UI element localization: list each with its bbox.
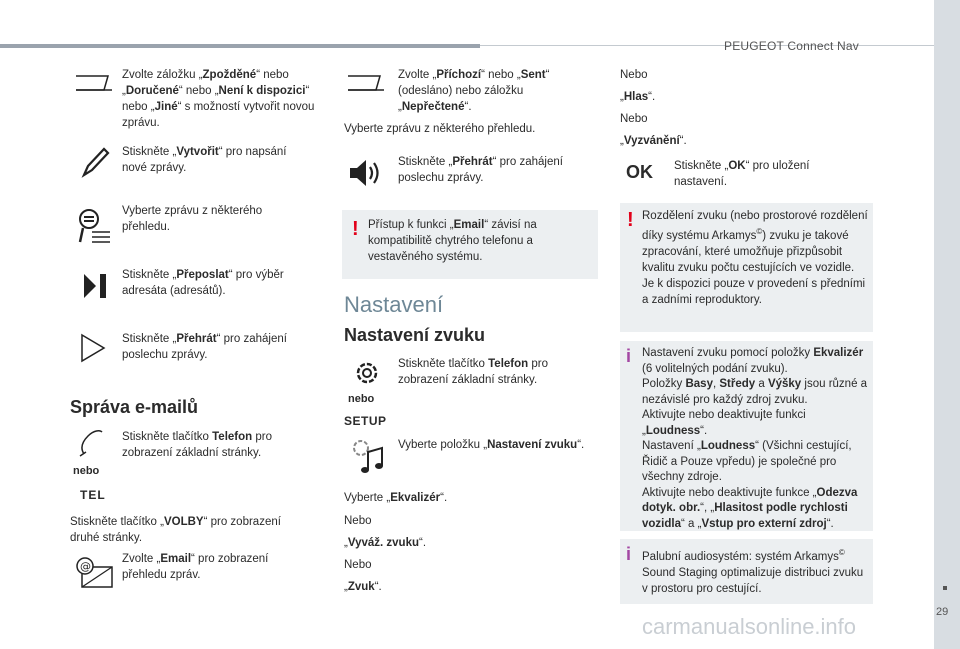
email-heading: Správa e-mailů	[70, 397, 199, 417]
audiosystem-info-text: Palubní audiosystém: systém Arkamys© Sound Staging optimalizuje distribuci zvuku v prostoru pro cestující.	[642, 548, 864, 595]
left-item6-text: Stiskněte tlačítko Telefon pro zobrazení základní stránky.	[122, 431, 272, 459]
left-item5-text: Stiskněte „Přehrát“ pro zahájení poslechu zprávy.	[122, 333, 287, 361]
forward-icon	[78, 270, 110, 302]
middle-nebo2: Nebo	[344, 515, 372, 527]
warning-icon-2: !	[627, 209, 634, 231]
right-hlas-text: „Hlas“.	[620, 91, 656, 103]
middle-nebo3: Nebo	[344, 559, 372, 571]
tel-icon: TEL	[80, 488, 106, 502]
middle-vyvaz-text: „Vyváž. zvuku“.	[344, 537, 427, 549]
middle-para1: Vyberte zprávu z některého přehledu.	[344, 123, 536, 135]
middle-nebo-label: nebo	[348, 393, 375, 405]
pencil-icon	[80, 145, 110, 179]
page-dot	[943, 586, 947, 590]
page-sidebar	[934, 0, 960, 649]
left-item7-text: Zvolte „Email“ pro zobrazení přehledu zpráv.	[122, 553, 269, 581]
warning-icon: !	[352, 218, 359, 240]
header-bar	[0, 44, 480, 48]
left-item4-text: Stiskněte „Přeposlat“ pro výběr adresáta (adresátů).	[122, 269, 284, 297]
info-icon: i	[626, 346, 632, 366]
left-nebo-label: nebo	[73, 465, 100, 477]
right-ok-text: Stiskněte „OK“ pro uložení nastavení.	[674, 160, 810, 188]
middle-item1-text: Zvolte „Příchozí“ nebo „Sent“ (odesláno) nebo záložku „Nepřečtené“.	[398, 69, 550, 113]
middle-item2-text: Stiskněte „Přehrát“ pro zahájení poslechu zprávy.	[398, 156, 563, 184]
svg-text:@: @	[80, 560, 91, 573]
tab-icon-2	[346, 72, 386, 94]
email-icon	[74, 555, 114, 589]
info-icon-2: i	[626, 544, 632, 564]
right-nebo2: Nebo	[620, 113, 648, 125]
ok-icon: OK	[626, 162, 653, 182]
middle-item3-text: Stiskněte tlačítko Telefon pro zobrazení základní stránky.	[398, 358, 548, 386]
watermark: carmanualsonline.info	[642, 614, 857, 639]
play-icon	[80, 333, 106, 363]
speaker-icon	[348, 157, 384, 189]
music-gear-icon	[350, 436, 386, 478]
page-number: 29	[936, 606, 949, 618]
message-list-icon	[76, 206, 112, 248]
left-item1-text: Zvolte záložku „Zpožděné“ nebo „Doručené“ nebo „Není k dispozici“ nebo „Jiné“ s možností vytvořit novou zprávu.	[122, 69, 315, 129]
header-line	[480, 45, 934, 46]
phone-icon	[78, 428, 106, 458]
setup-icon: SETUP	[344, 414, 387, 428]
gear-icon	[352, 358, 382, 388]
middle-item4-text: Vyberte položku „Nastavení zvuku“.	[398, 439, 585, 451]
sound-heading: Nastavení zvuku	[344, 325, 486, 345]
left-para-text: Stiskněte tlačítko „VOLBY“ pro zobrazení druhé stránky.	[70, 516, 281, 544]
middle-ekv-text: Vyberte „Ekvalizér“.	[344, 492, 448, 504]
arkamys-warning-text: Rozdělení zvuku (nebo prostorové rozdělení díky systému Arkamys©) zvuku je takové zpracování, které umožňuje přizpůsobit kvalitu zvuku počtu cestujících ve vozidle. Je k dispozici pouze v provedení s předními a zadními reproduktory.	[642, 210, 868, 306]
right-nebo1: Nebo	[620, 69, 648, 81]
section-title: Nastavení	[344, 292, 444, 317]
equalizer-info-text: Nastavení zvuku pomocí položky Ekvalizér (6 volitelných podání zvuku). Položky Basy, Středy a Výšky jsou různé a nezávislé pro každý zdroj zvuku. Aktivujte nebo deaktivujte funkci „Loudness“. Nastavení „Loudness“ (Všichni cestující, Řidič a Pouze vpředu) je společné pro všechny zdroje. Aktivujte nebo deaktivujte funkce „Odezva dotyk. obr.“, „Hlasitost podle rychlosti vozidla“ a „Vstup pro externí zdroj“.	[642, 347, 868, 530]
right-vyzv-text: „Vyzvánění“.	[620, 135, 687, 147]
manual-title: PEUGEOT Connect Nav	[724, 39, 859, 53]
left-item2-text: Stiskněte „Vytvořit“ pro napsání nové zprávy.	[122, 146, 287, 174]
middle-zvuk-text: „Zvuk“.	[344, 581, 382, 593]
tab-icon	[74, 72, 114, 94]
left-item3-text: Vyberte zprávu z některého přehledu.	[122, 205, 263, 233]
email-warning-text: Přístup k funkci „Email“ závisí na kompatibilitě chytrého telefonu a vestavěného systému.	[368, 219, 537, 263]
